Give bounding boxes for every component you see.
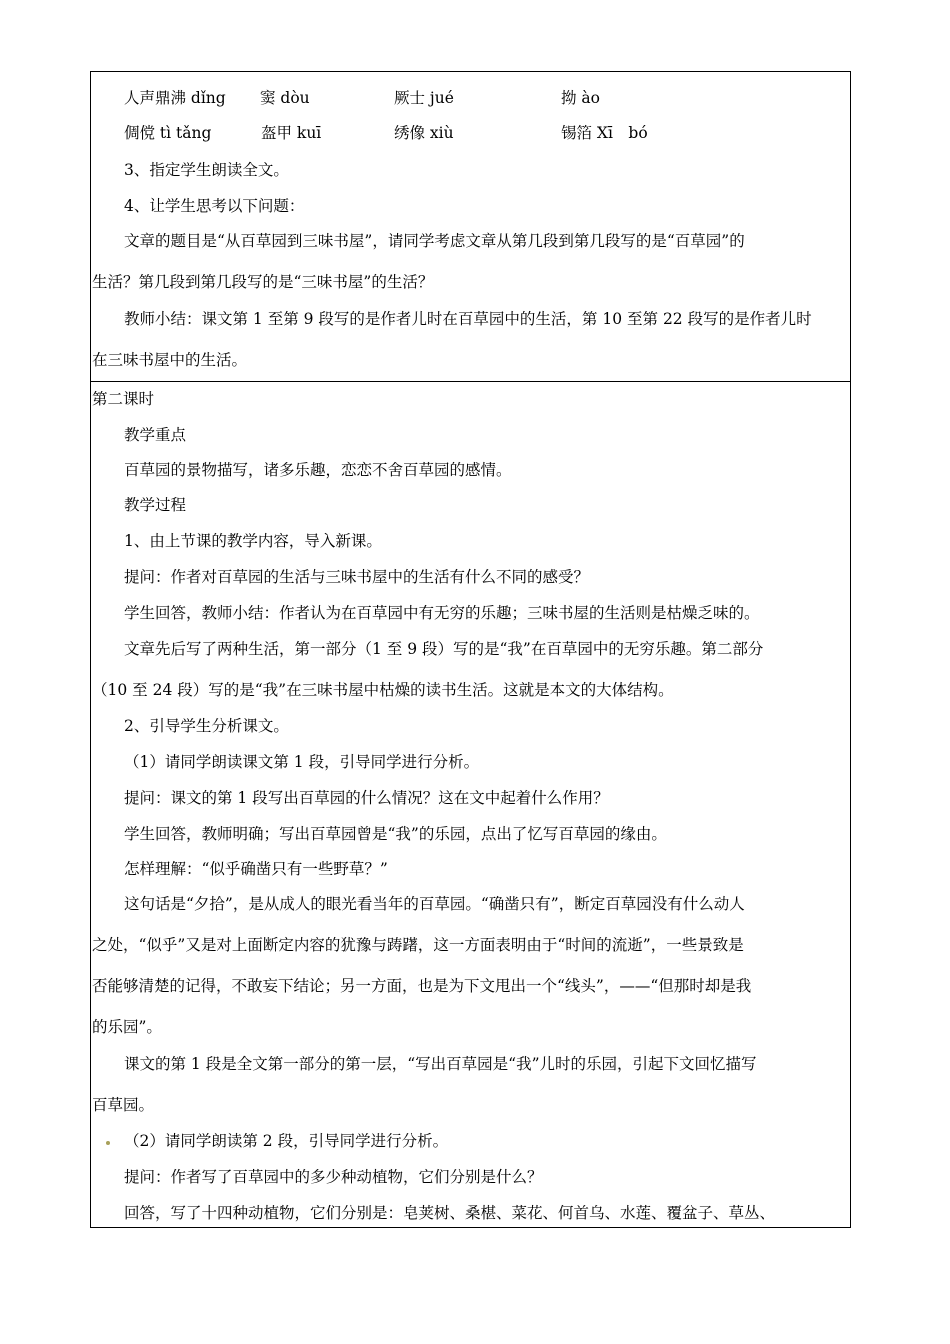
paragraph-line: 这句话是“夕拾”，是从成人的眼光看当年的百草园。“确凿只有”，断定百草园没有什么动人: [124, 895, 745, 913]
paragraph-line: 回答，写了十四种动植物，它们分别是：皂荚树、桑椹、菜花、何首乌、水莲、覆盆子、草丛、: [124, 1204, 776, 1222]
paragraph-line: 在三味书屋中的生活。: [92, 351, 248, 369]
table-row-divider: [91, 381, 850, 382]
paragraph-line: 1、由上节课的教学内容，导入新课。: [124, 532, 382, 550]
paragraph-line: 百草园。: [92, 1096, 155, 1114]
vocab-item: 锡箔 Xī bó: [561, 124, 648, 142]
vocab-item: 人声鼎沸 dǐng: [124, 89, 226, 107]
section-heading: 第二课时: [92, 390, 155, 408]
paragraph-line: 4、让学生思考以下问题：: [124, 197, 305, 215]
paragraph-line: 教学过程: [124, 496, 187, 514]
vocab-item: 倜傥 tì tǎng: [124, 124, 212, 142]
paragraph-line: 提问：作者对百草园的生活与三味书屋中的生活有什么不同的感受？: [124, 568, 590, 586]
vocab-item: 窦 dòu: [260, 89, 310, 107]
paragraph-line: （1）请同学朗读课文第 1 段，引导同学进行分析。: [124, 753, 480, 771]
paragraph-line: 学生回答，教师明确；写出百草园曾是“我”的乐园，点出了忆写百草园的缘由。: [124, 825, 667, 843]
vocab-item: 拗 ào: [561, 89, 600, 107]
paragraph-line: 之处，“似乎”又是对上面断定内容的犹豫与踌躇，这一方面表明由于“时间的流逝”，一些景致是: [92, 936, 744, 954]
paragraph-line: 提问：作者写了百草园中的多少种动植物，它们分别是什么？: [124, 1168, 543, 1186]
paragraph-line: 3、指定学生朗读全文。: [124, 161, 289, 179]
vocab-item: 厥士 jué: [394, 89, 454, 107]
paragraph-line: 2、引导学生分析课文。: [124, 717, 289, 735]
paragraph-line: 学生回答，教师小结：作者认为在百草园中有无穷的乐趣；三味书屋的生活则是枯燥乏味的。: [124, 604, 760, 622]
paragraph-line: （10 至 24 段）写的是“我”在三味书屋中枯燥的读书生活。这就是本文的大体结构。: [92, 681, 674, 699]
paragraph-line: 提问：课文的第 1 段写出百草园的什么情况？这在文中起着什么作用？: [124, 789, 609, 807]
paragraph-line: 文章先后写了两种生活，第一部分（1 至 9 段）写的是“我”在百草园中的无穷乐趣。第二部分: [124, 640, 764, 658]
paragraph-line: （2）请同学朗读第 2 段，引导同学进行分析。: [124, 1132, 449, 1150]
bullet-mark: [106, 1141, 110, 1145]
paragraph-line: 教师小结：课文第 1 至第 9 段写的是作者儿时在百草园中的生活，第 10 至第 22 段写的是作者儿时: [124, 310, 812, 328]
paragraph-line: 文章的题目是“从百草园到三味书屋”，请同学考虑文章从第几段到第几段写的是“百草园”的: [124, 232, 745, 250]
paragraph-line: 教学重点: [124, 426, 187, 444]
vocab-item: 绣像 xiù: [394, 124, 454, 142]
paragraph-line: 百草园的景物描写，诸多乐趣，恋恋不舍百草园的感情。: [124, 461, 512, 479]
paragraph-line: 的乐园”。: [92, 1018, 162, 1036]
paragraph-line: 生活？第几段到第几段写的是“三味书屋”的生活？: [92, 273, 434, 291]
paragraph-line: 怎样理解：“似乎确凿只有一些野草？”: [124, 860, 388, 878]
vocab-item: 盔甲 kuī: [261, 124, 322, 142]
paragraph-line: 否能够清楚的记得，不敢妄下结论；另一方面，也是为下文甩出一个“线头”，——“但那时却是我: [92, 977, 752, 995]
paragraph-line: 课文的第 1 段是全文第一部分的第一层，“写出百草园是“我”儿时的乐园，引起下文回忆描写: [124, 1055, 757, 1073]
